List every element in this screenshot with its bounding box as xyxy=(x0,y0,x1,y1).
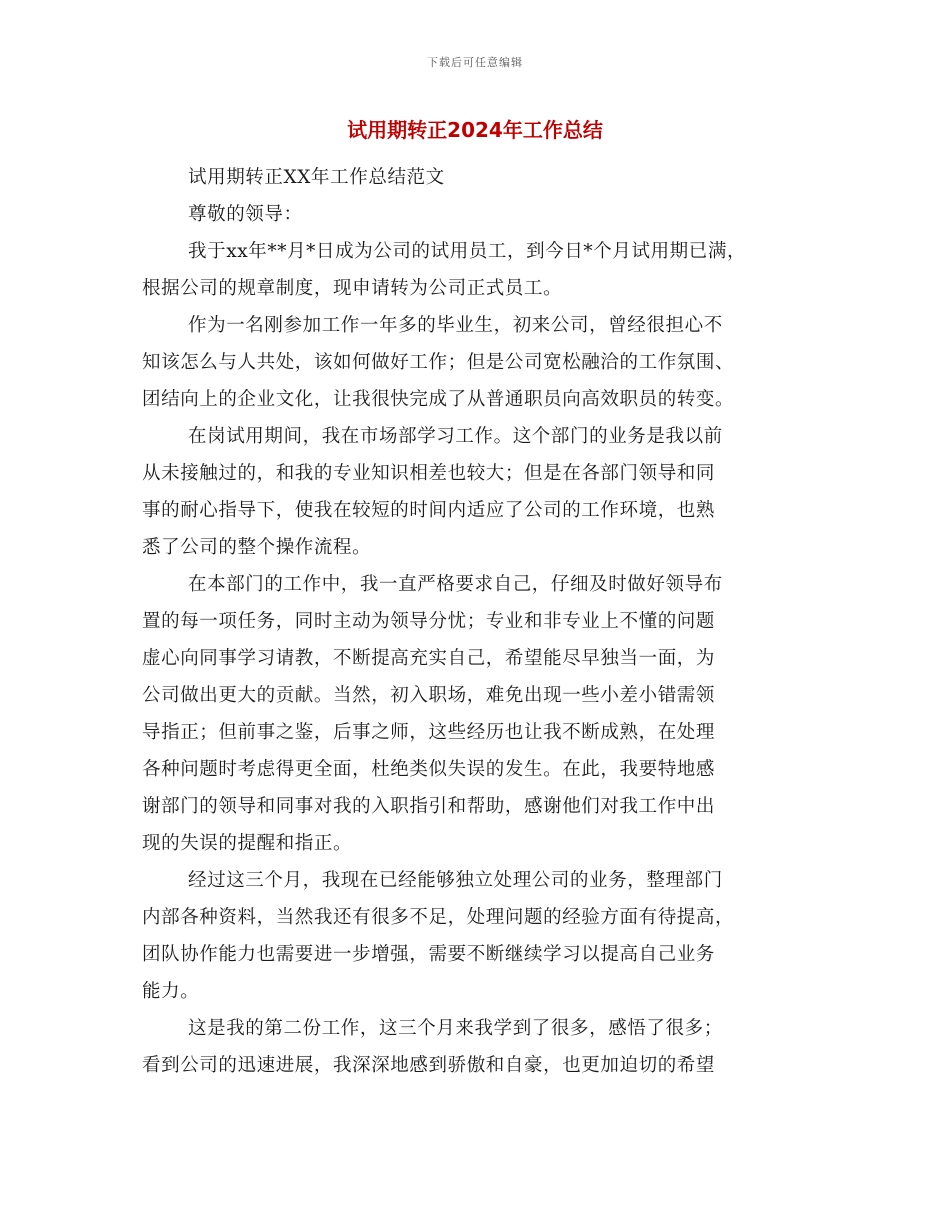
text-line: 团结向上的企业文化，让我很快完成了从普通职员向高效职员的转变。 xyxy=(142,389,735,410)
text-line: 试用期转正XX年工作总结范文 xyxy=(188,167,445,188)
text-line: 内部各种资料，当然我还有很多不足，处理问题的经验方面有待提高， xyxy=(142,907,735,928)
text-line: 团队协作能力也需要进一步增强，需要不断继续学习以提高自己业务 xyxy=(142,944,716,965)
text-line: 这是我的第二份工作，这三个月来我学到了很多，感悟了很多； xyxy=(188,1018,723,1039)
text-line: 尊敬的领导： xyxy=(188,204,303,225)
text-line: 根据公司的规章制度，现申请转为公司正式员工。 xyxy=(142,278,563,299)
text-line: 从未接触过的，和我的专业知识相差也较大；但是在各部门领导和同 xyxy=(142,463,716,484)
text-line: 事的耐心指导下，使我在较短的时间内适应了公司的工作环境，也熟 xyxy=(142,500,716,521)
text-line: 公司做出更大的贡献。当然，初入职场，难免出现一些小差小错需领 xyxy=(142,685,716,706)
text-line: 知该怎么与人共处，该如何做好工作；但是公司宽松融洽的工作氛围、 xyxy=(142,352,735,373)
text-line: 经过这三个月，我现在已经能够独立处理公司的业务，整理部门 xyxy=(188,870,723,891)
text-line: 悉了公司的整个操作流程。 xyxy=(142,537,372,558)
text-line: 虚心向同事学习请教，不断提高充实自己，希望能尽早独当一面，为 xyxy=(142,648,716,669)
text-line: 在岗试用期间，我在市场部学习工作。这个部门的业务是我以前 xyxy=(188,426,723,447)
text-line: 现的失误的提醒和指正。 xyxy=(142,833,353,854)
text-line: 我于xx年**月*日成为公司的试用员工，到今日*个月试用期已满， xyxy=(188,241,747,262)
document-body xyxy=(142,159,802,1084)
text-line: 各种问题时考虑得更全面，杜绝类似失误的发生。在此，我要特地感 xyxy=(142,759,716,780)
text-line: 谢部门的领导和同事对我的入职指引和帮助，感谢他们对我工作中出 xyxy=(142,796,716,817)
page-header: 下载后可任意编辑 xyxy=(427,56,523,69)
text-line: 导指正；但前事之鉴，后事之师，这些经历也让我不断成熟，在处理 xyxy=(142,722,716,743)
text-line: 置的每一项任务，同时主动为领导分忧；专业和非专业上不懂的问题 xyxy=(142,611,716,632)
text-line: 在本部门的工作中，我一直严格要求自己，仔细及时做好领导布 xyxy=(188,574,723,595)
text-line: 作为一名刚参加工作一年多的毕业生，初来公司，曾经很担心不 xyxy=(188,315,723,336)
text-line: 看到公司的迅速进展，我深深地感到骄傲和自豪，也更加迫切的希望 xyxy=(142,1055,716,1076)
document-title: 试用期转正2024年工作总结 xyxy=(347,118,603,142)
text-line: 能力。 xyxy=(142,981,200,1002)
